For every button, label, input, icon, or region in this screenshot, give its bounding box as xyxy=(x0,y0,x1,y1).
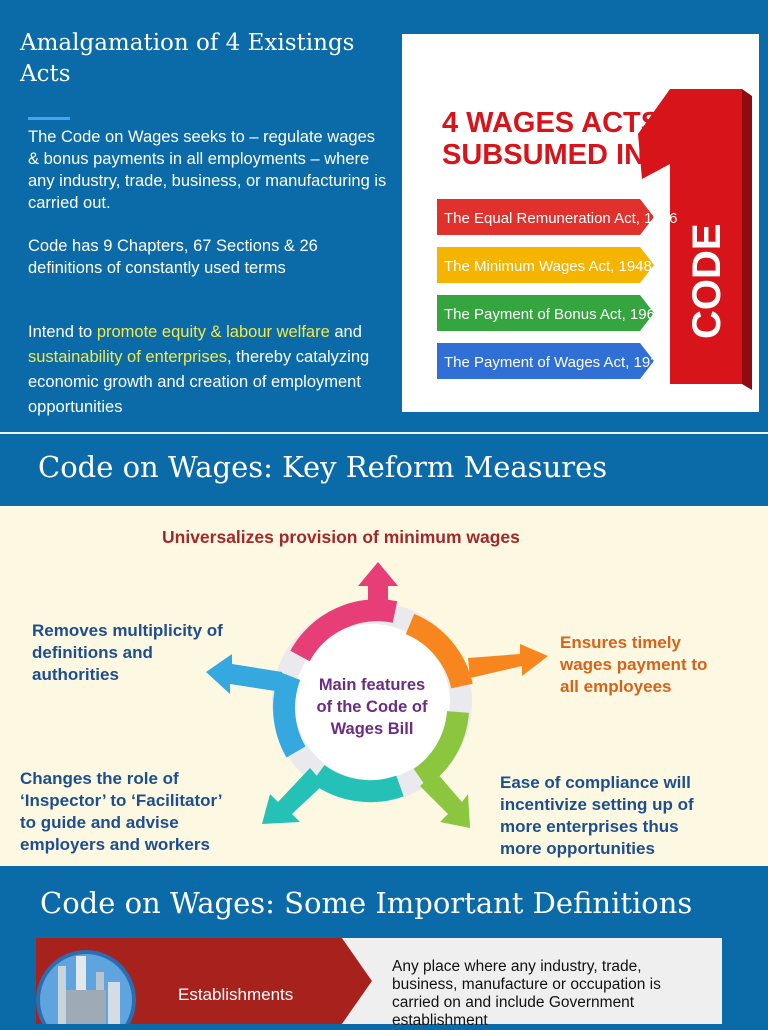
highlight-equity: promote equity & labour welfare xyxy=(96,323,330,341)
title-accent-bar xyxy=(28,117,70,120)
act-label-1: The Equal Remuneration Act, 1976 xyxy=(444,210,678,227)
act-label-2: The Minimum Wages Act, 1948 xyxy=(444,258,652,275)
center-line-3: Wages Bill xyxy=(330,720,414,738)
intro-title: Amalgamation of 4 Existings Acts xyxy=(20,30,355,87)
arrow-down-right-icon xyxy=(420,772,470,828)
bottom-left-line-4: employers and workers xyxy=(20,835,210,854)
intro-paragraph-3 xyxy=(28,320,373,420)
definition-text: Any place where any industry, trade, business, manufacture or occupation is carried on and include Government establishment xyxy=(392,958,661,1029)
bottom-left-line-1: Changes the role of xyxy=(20,769,179,788)
diagram-center-label xyxy=(286,674,458,740)
reforms-heading: Code on Wages: Key Reform Measures xyxy=(38,450,608,484)
center-line-1: Main features xyxy=(318,676,426,694)
factory-image-icon xyxy=(36,938,136,1024)
para3-mid: and xyxy=(334,323,362,341)
promo-headline-1: 4 WAGES ACTS xyxy=(442,107,661,139)
act-ribbon-1 xyxy=(437,199,677,235)
promo-headline-2: SUBSUMED INTO xyxy=(442,139,685,171)
act-label-3: The Payment of Bonus Act, 1965 xyxy=(444,306,664,323)
bottom-right-line-2: incentivize setting up of xyxy=(500,795,694,814)
act-ribbon-3 xyxy=(437,295,663,331)
code-word: CODE xyxy=(685,223,729,339)
bottom-left-line-2: ‘Inspector’ to ‘Facilitator’ xyxy=(20,791,223,810)
intro-paragraph-2: Code has 9 Chapters, 67 Sections & 26 definitions of constantly used terms xyxy=(28,237,318,277)
feature-inspector-facilitator xyxy=(20,768,222,856)
center-line-2: of the Code of xyxy=(316,698,428,716)
intro-section xyxy=(0,0,768,432)
feature-universal-minimum-wages: Universalizes provision of minimum wages xyxy=(162,527,520,547)
reforms-header-bar xyxy=(0,434,768,506)
bottom-left-line-3: to guide and advise xyxy=(20,813,179,832)
right-line-2: wages payment to xyxy=(560,655,708,674)
left-line-3: authorities xyxy=(32,665,119,684)
reform-measures-diagram xyxy=(0,506,768,866)
arrow-right-icon xyxy=(468,644,548,678)
acts-subsumed-graphic xyxy=(402,34,759,412)
feature-ease-of-compliance xyxy=(500,772,694,860)
act-label-4: The Payment of Wages Act, 1936 xyxy=(444,354,667,371)
definition-term: Establishments xyxy=(178,985,294,1004)
left-line-1: Removes multiplicity of xyxy=(32,621,223,640)
left-line-2: definitions and xyxy=(32,643,153,662)
para3-lead: Intend to xyxy=(28,323,97,341)
bottom-right-line-3: more enterprises thus xyxy=(500,817,679,836)
highlight-sustainability: sustainability of enterprises xyxy=(28,348,228,366)
right-line-1: Ensures timely xyxy=(560,633,681,652)
act-ribbon-4 xyxy=(437,343,667,379)
arrow-down-left-icon xyxy=(262,768,324,824)
feature-timely-payment xyxy=(560,632,707,698)
definitions-heading: Code on Wages: Some Important Definitions xyxy=(40,886,693,920)
intro-paragraph-1: The Code on Wages seeks to – regulate wages & bonus payments in all employments – where any industry, trade, business, or manufacturing is carried out. xyxy=(28,128,387,212)
right-line-3: all employees xyxy=(560,677,672,696)
act-ribbon-2 xyxy=(437,247,654,283)
para3-tail: , thereby catalyzing economic growth and creation of employment opportunities xyxy=(28,348,370,416)
bottom-right-line-4: more opportunities xyxy=(500,839,655,858)
feature-removes-multiplicity xyxy=(32,620,223,686)
bottom-right-line-1: Ease of compliance will xyxy=(500,773,691,792)
